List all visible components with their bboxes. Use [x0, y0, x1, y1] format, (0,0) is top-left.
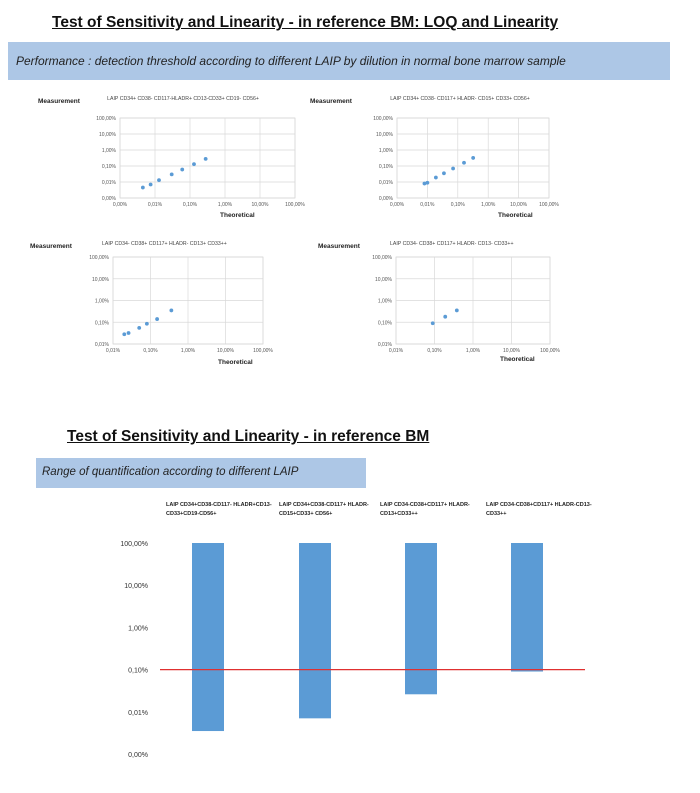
y-axis-label: Measurement	[30, 243, 72, 250]
data-point	[180, 168, 184, 172]
x-tick-label: 1,00%	[465, 348, 481, 354]
y-axis-label: Measurement	[310, 98, 352, 105]
x-tick-label: 10,00%	[217, 348, 234, 354]
y-tick-label: 0,10%	[378, 164, 393, 170]
data-point	[155, 317, 159, 321]
x-tick-label: 10,00%	[510, 202, 528, 208]
x-tick-label: 1,00%	[180, 348, 196, 354]
chart-title: LAIP CD34+ CD38- CD117+ HLADR- CD15+ CD33+ CD56+	[390, 96, 530, 102]
scatter-chart-3	[30, 237, 330, 372]
y-tick-label: 0,00%	[378, 196, 393, 202]
category-label: LAIP CD34-CD38+CD117+ HLADR-CD13-CD33++	[486, 502, 592, 517]
data-point	[471, 156, 475, 160]
data-point	[426, 181, 430, 185]
y-axis-label: Measurement	[318, 243, 360, 250]
data-point	[127, 331, 131, 335]
y-tick-label: 100,00%	[120, 541, 148, 548]
chart-title: LAIP CD34- CD38+ CD117+ HLADR- CD13- CD33++	[390, 241, 514, 247]
x-tick-label: 100,00%	[285, 202, 305, 208]
x-tick-label: 1,00%	[481, 202, 496, 208]
section1-banner: Performance : detection threshold according to different LAIP by dilution in normal bone marrow sample	[8, 42, 670, 80]
x-axis-label: Theoretical	[498, 212, 533, 219]
data-point	[204, 157, 208, 161]
y-tick-label: 100,00%	[89, 255, 109, 261]
range-bar-plot	[0, 495, 700, 793]
x-tick-label: 0,10%	[427, 348, 442, 354]
y-tick-label: 0,10%	[94, 320, 109, 327]
x-tick-label: 100,00%	[539, 202, 559, 208]
x-axis-label: Theoretical	[500, 356, 535, 363]
y-tick-label: 10,00%	[376, 132, 393, 138]
section2-banner: Range of quantification according to different LAIP	[36, 458, 366, 488]
y-tick-label: 1,00%	[377, 298, 392, 305]
y-tick-label: 10,00%	[124, 583, 148, 591]
range-bar	[405, 543, 437, 694]
y-tick-label: 1,00%	[128, 625, 148, 633]
x-tick-label: 100,00%	[253, 348, 273, 354]
y-tick-label: 0,01%	[377, 342, 392, 348]
y-tick-label: 0,10%	[377, 320, 392, 327]
x-tick-label: 0,01%	[105, 348, 121, 354]
y-tick-label: 100,00%	[373, 116, 393, 122]
data-point	[442, 171, 446, 175]
plot-area	[120, 118, 295, 198]
data-point	[170, 172, 174, 176]
range-bar	[192, 543, 224, 731]
range-bar-chart	[0, 495, 700, 793]
data-point	[434, 176, 438, 180]
x-tick-label: 0,10%	[182, 202, 198, 208]
category-label: LAIP CD34+CD38-CD117- HLADR+CD13-CD33+CD19-CD56+	[166, 502, 272, 517]
scatter-chart-2	[310, 90, 610, 220]
section2-heading: Test of Sensitivity and Linearity - in reference BM	[67, 428, 430, 445]
y-tick-label: 1,00%	[94, 298, 109, 305]
category-label: LAIP CD34-CD38+CD117+ HLADR-CD13+CD33++	[380, 502, 470, 517]
range-bar	[299, 543, 331, 718]
data-point	[122, 332, 126, 336]
scatter-chart-4	[318, 237, 618, 372]
data-point	[169, 309, 173, 313]
y-tick-label: 0,00%	[128, 752, 148, 759]
y-axis-label: Measurement	[38, 98, 80, 105]
x-tick-label: 0,01%	[388, 348, 404, 354]
x-tick-label: 0,00%	[112, 202, 128, 208]
y-tick-label: 100,00%	[372, 255, 392, 261]
y-tick-label: 10,00%	[375, 276, 392, 283]
x-tick-label: 0,00%	[389, 202, 405, 208]
data-point	[145, 322, 149, 326]
category-label: LAIP CD34+CD38-CD117+ HLADR-CD15+CD33+ CD56+	[279, 502, 369, 517]
data-point	[157, 178, 161, 182]
data-point	[192, 162, 196, 166]
y-tick-label: 0,10%	[101, 164, 116, 170]
y-tick-label: 1,00%	[101, 148, 116, 154]
scatter-chart-1	[30, 90, 330, 220]
y-tick-label: 0,01%	[128, 709, 148, 717]
x-tick-label: 0,01%	[147, 202, 163, 208]
y-tick-label: 100,00%	[96, 116, 116, 122]
y-tick-label: 10,00%	[99, 132, 116, 138]
chart-title: LAIP CD34- CD38+ CD117+ HLADR- CD13+ CD33++	[102, 241, 227, 247]
y-tick-label: 0,01%	[94, 342, 109, 348]
y-tick-label: 0,01%	[378, 180, 393, 186]
data-point	[451, 167, 455, 171]
data-point	[455, 309, 459, 313]
y-tick-label: 0,00%	[101, 196, 116, 202]
y-tick-label: 10,00%	[92, 276, 109, 283]
x-tick-label: 0,10%	[450, 202, 465, 208]
data-point	[149, 183, 153, 187]
y-tick-label: 0,01%	[101, 180, 116, 186]
chart-title: LAIP CD34+ CD38- CD117-HLADR+ CD13-CD33+ CD19- CD56+	[107, 96, 259, 102]
data-point	[443, 315, 447, 319]
y-tick-label: 1,00%	[378, 148, 393, 154]
x-axis-label: Theoretical	[220, 212, 255, 219]
y-tick-label: 0,10%	[128, 667, 148, 675]
x-tick-label: 10,00%	[503, 348, 520, 354]
x-tick-label: 1,00%	[217, 202, 233, 208]
x-tick-label: 10,00%	[251, 202, 269, 208]
data-point	[431, 321, 435, 325]
section1-heading: Test of Sensitivity and Linearity - in reference BM: LOQ and Linearity	[52, 14, 559, 31]
x-tick-label: 0,01%	[420, 202, 435, 208]
data-point	[137, 326, 141, 330]
x-axis-label: Theoretical	[218, 359, 253, 366]
range-bar	[511, 543, 543, 672]
x-tick-label: 100,00%	[540, 348, 560, 354]
data-point	[462, 161, 466, 165]
x-tick-label: 0,10%	[143, 348, 158, 354]
data-point	[141, 186, 145, 190]
